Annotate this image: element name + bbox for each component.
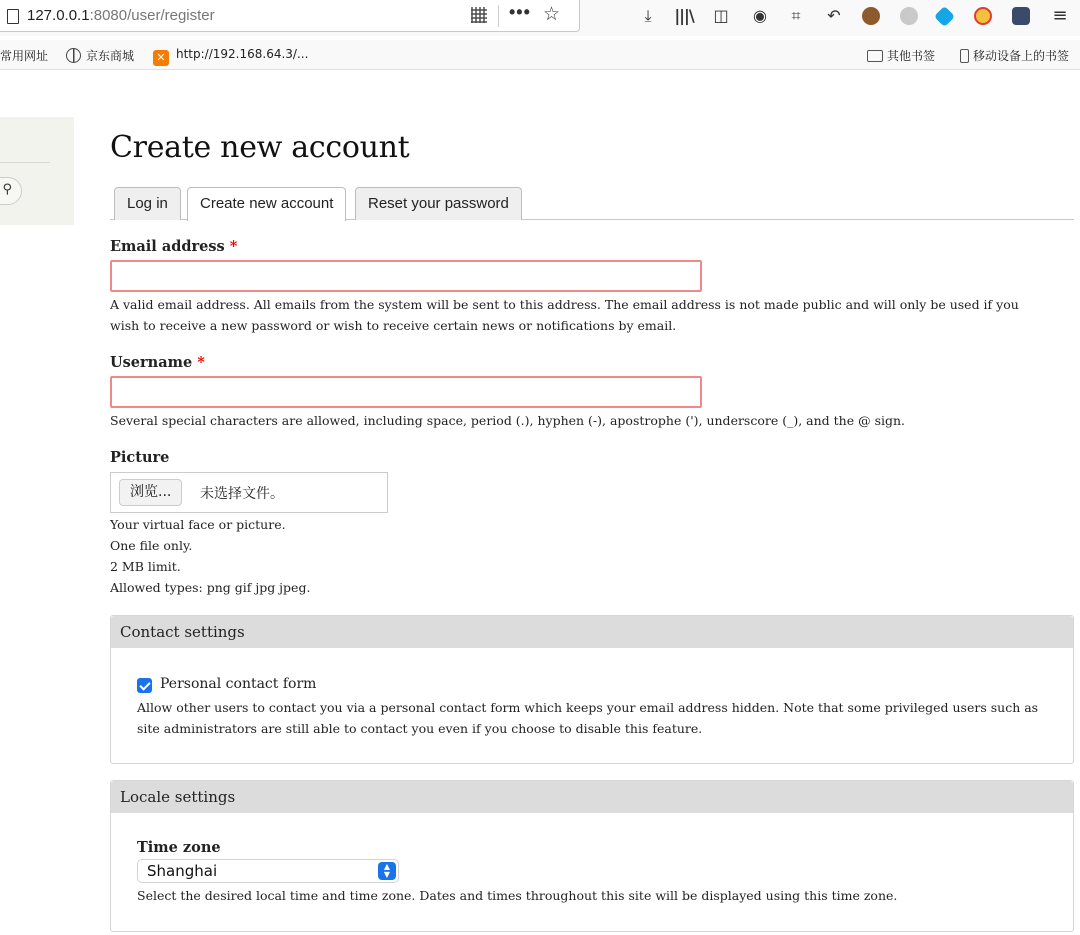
personal-contact-label[interactable]: Personal contact form: [160, 676, 317, 692]
crop-screenshot-icon[interactable]: ⌗: [791, 6, 801, 25]
timezone-value: Shanghai: [147, 862, 218, 880]
sidebar-toggle-icon[interactable]: ◫: [713, 6, 729, 25]
email-field[interactable]: [110, 260, 702, 292]
account-icon[interactable]: ◉: [753, 6, 767, 25]
bookmark-item[interactable]: 京东商城: [66, 47, 134, 64]
required-marker: *: [197, 354, 205, 371]
account-tabs: [110, 187, 1074, 220]
main-content: [110, 130, 1074, 903]
sidebar-search-button[interactable]: [0, 177, 22, 205]
email-description: A valid email address. All emails from the system will be sent to this address. The email address is not made public and will only be used if you wish to receive a new password or wish to receive certain news or notifications by email.: [110, 297, 1019, 333]
xampp-icon: ✕: [153, 50, 169, 66]
back-arrow-icon[interactable]: ↶: [827, 6, 841, 25]
globe-extension-icon[interactable]: [900, 7, 918, 25]
required-marker: *: [229, 238, 238, 255]
email-label: Email address *: [110, 238, 238, 255]
address-bar[interactable]: [0, 0, 580, 32]
picture-label: Picture: [110, 449, 170, 466]
timezone-label: Time zone: [137, 839, 221, 856]
picture-help-3: 2 MB limit.: [110, 559, 181, 574]
username-description: Several special characters are allowed, including space, period (.), hyphen (-), apostrophe ('), underscore (_), and the @ sign.: [110, 413, 906, 428]
bookmark-folder[interactable]: 其他书签: [867, 47, 935, 64]
url-text[interactable]: 127.0.0.1:8080/user/register: [27, 7, 215, 24]
browser-toolbar: [0, 0, 1080, 36]
search-icon: ⚲: [2, 182, 12, 197]
qr-code-icon[interactable]: [471, 7, 487, 23]
select-arrows-icon: ▲ ▼: [378, 862, 396, 880]
sidebar-search-block: [0, 117, 74, 225]
page-title: Create new account: [110, 130, 410, 165]
tab-reset-password[interactable]: Reset your password: [355, 187, 522, 220]
file-status: 未选择文件。: [200, 486, 284, 502]
contact-settings-fieldset: [110, 615, 1074, 764]
screen-extension-icon[interactable]: [1012, 7, 1030, 25]
bookmark-star-icon[interactable]: ☆: [543, 3, 561, 25]
personal-contact-description: Allow other users to contact you via a personal contact form which keeps your email address hidden. Note that some privileged users such as site administrators are still able to contact you even if you choose to disable this feature.: [137, 700, 1039, 736]
username-field[interactable]: [110, 376, 702, 408]
picture-help-2: One file only.: [110, 538, 193, 553]
downloads-icon[interactable]: ⤓: [644, 6, 652, 25]
contact-settings-legend: Contact settings: [111, 616, 1073, 648]
tab-log-in[interactable]: Log in: [114, 187, 181, 220]
bookmark-item[interactable]: 常用网址: [0, 49, 49, 63]
picture-file-input: [110, 472, 388, 513]
sidebar-divider: [0, 162, 50, 163]
page-actions-icon[interactable]: •••: [509, 2, 531, 22]
address-bar-divider: [498, 5, 499, 27]
mobile-device-icon: [960, 49, 969, 63]
username-label: Username *: [110, 354, 205, 371]
folder-icon: [867, 50, 883, 62]
locale-settings-legend: Locale settings: [111, 781, 1073, 813]
bookmarks-toolbar: [0, 40, 1080, 70]
bookmark-item[interactable]: ✕ http://192.168.64.3/...: [153, 47, 308, 66]
picture-help-4: Allowed types: png gif jpg jpeg.: [110, 580, 311, 595]
bookmark-folder[interactable]: 移动设备上的书签: [960, 47, 1069, 64]
globe-icon: [66, 48, 81, 63]
diamond-extension-icon[interactable]: [934, 6, 955, 27]
menu-icon[interactable]: ≡: [1052, 5, 1068, 26]
picture-help-1: Your virtual face or picture.: [110, 517, 286, 532]
browse-button[interactable]: 浏览...: [119, 479, 182, 506]
locale-settings-fieldset: [110, 780, 1074, 932]
timezone-description: Select the desired local time and time zone. Dates and times throughout this site will be displayed using this time zone.: [137, 888, 898, 903]
cookie-extension-icon[interactable]: [862, 7, 880, 25]
blocker-extension-icon[interactable]: [974, 7, 992, 25]
library-icon[interactable]: |||\: [674, 6, 694, 25]
tab-create-new-account[interactable]: Create new account: [187, 187, 346, 221]
page-icon: [7, 9, 19, 24]
personal-contact-checkbox[interactable]: [137, 678, 152, 693]
timezone-select[interactable]: [137, 859, 399, 883]
